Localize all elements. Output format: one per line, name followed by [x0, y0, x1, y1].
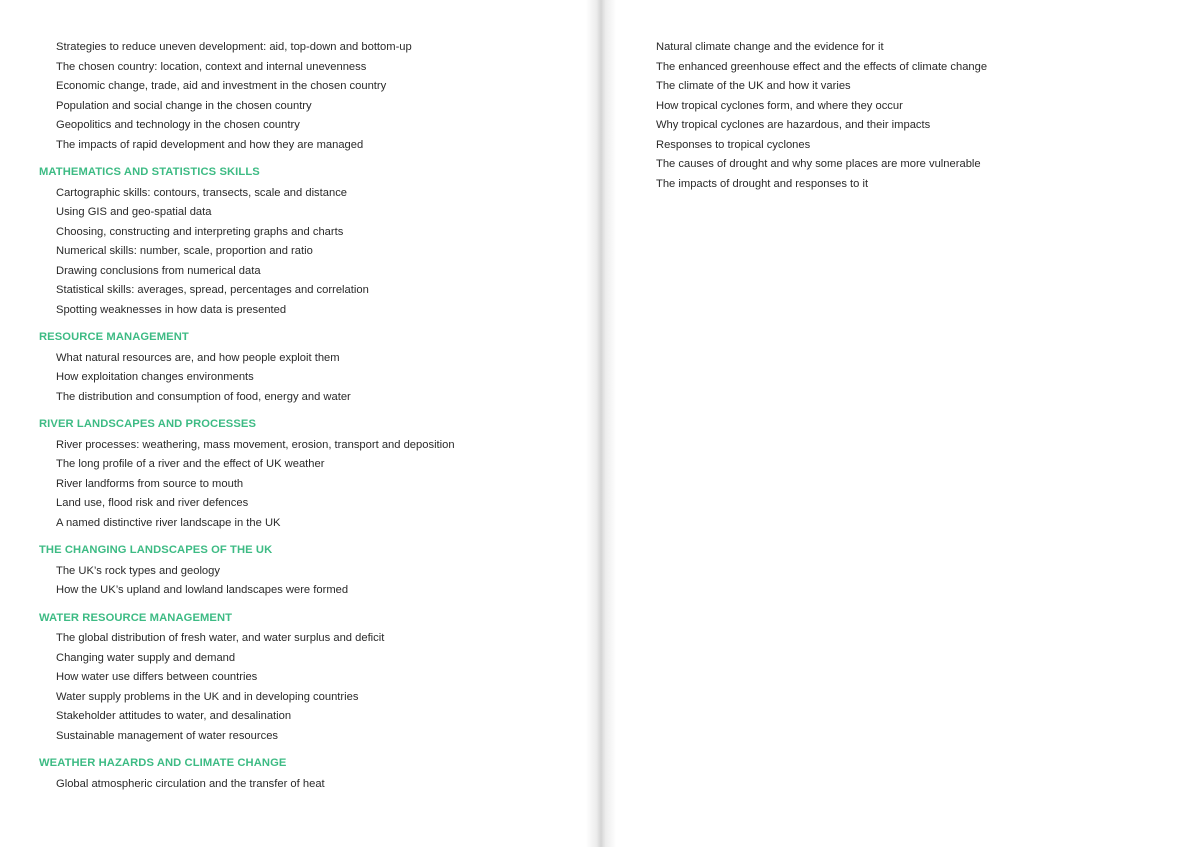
topic-item: The long profile of a river and the effect of UK weather: [56, 458, 325, 470]
topic-item: The impacts of rapid development and how they are managed: [56, 138, 364, 151]
topic-item: Spotting weaknesses in how data is presented: [56, 303, 287, 316]
section-heading: RESOURCE MANAGEMENT: [39, 331, 189, 343]
section-topic-list: [39, 775, 579, 795]
topic-item: Numerical skills: number, scale, proportion and ratio: [56, 245, 313, 257]
section-heading: MATHEMATICS AND STATISTICS SKILLS: [39, 166, 260, 178]
topic-item: The global distribution of fresh water, and water surplus and deficit: [56, 632, 385, 644]
topic-item: Statistical skills: averages, spread, percentages and correlation: [56, 284, 369, 296]
topic-item: River landforms from source to mouth: [56, 477, 244, 490]
section-list: [39, 163, 579, 794]
intro-topic-list: [39, 38, 579, 155]
topic-item: How water use differs between countries: [56, 671, 258, 683]
topic-item: Land use, flood risk and river defences: [56, 497, 249, 509]
section-heading: THE CHANGING LANDSCAPES OF THE UK: [39, 544, 273, 556]
topic-item: Population and social change in the chosen country: [56, 99, 312, 112]
topic-item: Changing water supply and demand: [56, 651, 236, 664]
topic-item: How tropical cyclones form, and where they occur: [656, 99, 903, 112]
topic-item: Responses to tropical cyclones: [656, 138, 811, 151]
topic-item: Strategies to reduce uneven development: aid, top-down and bottom-up: [56, 41, 412, 53]
topic-item: River processes: weathering, mass movement, erosion, transport and deposition: [56, 438, 455, 451]
topic-item: The distribution and consumption of food, energy and water: [56, 390, 351, 403]
section-heading: WATER RESOURCE MANAGEMENT: [39, 611, 233, 624]
page-gutter: [586, 0, 616, 847]
topic-item: The climate of the UK and how it varies: [656, 80, 851, 92]
topic-item: Choosing, constructing and interpreting graphs and charts: [56, 225, 344, 238]
topic-item: Why tropical cyclones are hazardous, and their impacts: [656, 119, 931, 131]
right-topic-list: [639, 38, 1179, 194]
section-topic-list: [39, 562, 579, 601]
topic-section: [39, 541, 579, 601]
topic-item: The causes of drought and why some places are more vulnerable: [656, 158, 981, 170]
topic-section: [39, 163, 579, 320]
topic-item: Cartographic skills: contours, transects, scale and distance: [56, 186, 348, 199]
topic-item: What natural resources are, and how people exploit them: [56, 351, 340, 364]
topic-item: How the UK’s upland and lowland landscapes were formed: [56, 584, 349, 596]
topic-item: Global atmospheric circulation and the transfer of heat: [56, 777, 325, 790]
topic-section: [39, 415, 579, 533]
topic-item: Using GIS and geo-spatial data: [56, 206, 212, 218]
section-topic-list: [39, 184, 579, 321]
topic-item: Sustainable management of water resources: [56, 729, 279, 742]
topic-item: Geopolitics and technology in the chosen country: [56, 119, 300, 131]
left-page: [39, 38, 579, 794]
topic-item: The UK’s rock types and geology: [56, 564, 220, 577]
topic-item: The chosen country: location, context and internal unevenness: [56, 60, 367, 73]
section-topic-list: [39, 436, 579, 534]
topic-section: [39, 328, 579, 407]
topic-item: A named distinctive river landscape in the UK: [56, 516, 281, 529]
topic-item: Drawing conclusions from numerical data: [56, 264, 261, 277]
topic-section: [39, 609, 579, 747]
topic-item: The impacts of drought and responses to it: [656, 177, 869, 190]
right-page: [639, 38, 1179, 194]
topic-item: The enhanced greenhouse effect and the effects of climate change: [656, 60, 988, 73]
topic-section: [39, 754, 579, 794]
topic-item: Economic change, trade, aid and investment in the chosen country: [56, 80, 387, 92]
section-topic-list: [39, 629, 579, 746]
section-topic-list: [39, 349, 579, 408]
topic-item: Natural climate change and the evidence for it: [656, 41, 884, 53]
topic-item: How exploitation changes environments: [56, 371, 254, 383]
topic-item: Stakeholder attitudes to water, and desalination: [56, 710, 292, 722]
topic-item: Water supply problems in the UK and in developing countries: [56, 690, 359, 703]
section-heading: WEATHER HAZARDS AND CLIMATE CHANGE: [39, 757, 287, 769]
section-heading: RIVER LANDSCAPES AND PROCESSES: [39, 418, 257, 430]
